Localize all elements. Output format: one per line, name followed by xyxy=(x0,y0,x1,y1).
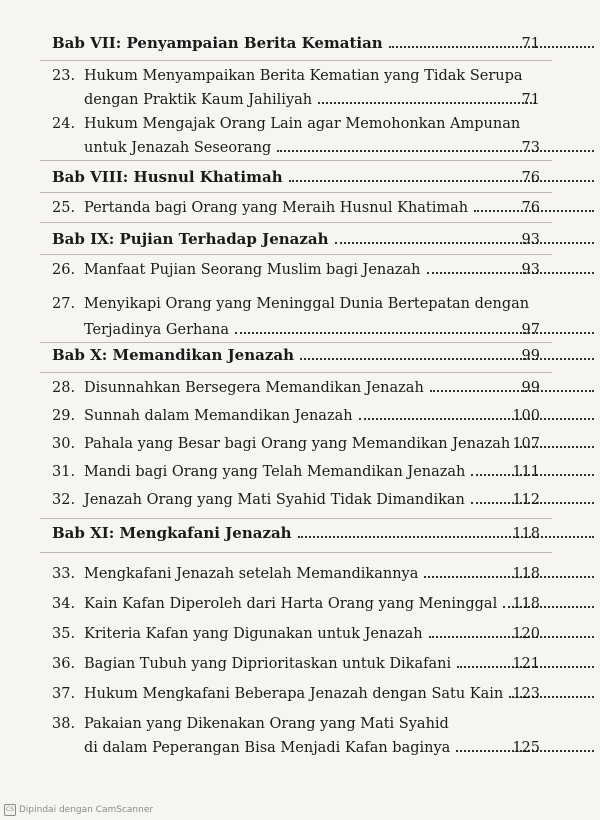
item-title-line: Sunnah dalam Memandikan Jenazah xyxy=(84,408,353,424)
page-number: 71 xyxy=(521,36,540,52)
page-number: 76 xyxy=(521,170,540,186)
item-number: 33. xyxy=(52,566,76,582)
item-title-line: Mandi bagi Orang yang Telah Memandikan Jenazah xyxy=(84,464,466,480)
page-number: 125 xyxy=(512,740,540,756)
item-title-line: Kriteria Kafan yang Digunakan untuk Jenazah xyxy=(84,626,423,642)
divider xyxy=(40,552,552,553)
item-number: 34. xyxy=(52,596,76,612)
page-number: 99 xyxy=(521,348,540,364)
leader-dots xyxy=(300,358,594,360)
item-number: 28. xyxy=(52,380,76,396)
page-number: 118 xyxy=(512,596,540,612)
item-number: 25. xyxy=(52,200,76,216)
page-number: 76 xyxy=(521,200,540,216)
page-number: 107 xyxy=(512,436,540,452)
item-title-line: Jenazah Orang yang Mati Syahid Tidak Dimandikan xyxy=(84,492,465,508)
leader-dots xyxy=(235,332,594,334)
item-number: 38. xyxy=(52,716,76,732)
chapter-title: Bab X: Memandikan Jenazah xyxy=(52,346,294,364)
item-title-line: Pahala yang Besar bagi Orang yang Memandikan Jenazah xyxy=(84,436,511,452)
camscanner-icon: CS xyxy=(4,804,16,816)
page-number: 121 xyxy=(512,656,540,672)
item-number: 32. xyxy=(52,492,76,508)
chapter-title: Bab VII: Penyampaian Berita Kematian xyxy=(52,34,383,52)
page-number: 97 xyxy=(521,322,540,338)
scanner-watermark xyxy=(4,804,153,816)
leader-dots xyxy=(389,46,594,48)
page-number: 71 xyxy=(521,92,540,108)
item-number: 27. xyxy=(52,296,76,312)
page-number: 123 xyxy=(512,686,540,702)
item-number: 36. xyxy=(52,656,76,672)
leader-dots xyxy=(277,150,594,152)
item-title-line: Terjadinya Gerhana xyxy=(84,322,229,338)
page-number: 120 xyxy=(512,626,540,642)
item-title-line: Kain Kafan Diperoleh dari Harta Orang yang Meninggal xyxy=(84,596,498,612)
item-title-line: Menyikapi Orang yang Meninggal Dunia Bertepatan dengan xyxy=(84,296,530,312)
page-number: 118 xyxy=(512,526,540,542)
page-number: 112 xyxy=(512,492,540,508)
page-number: 93 xyxy=(521,262,540,278)
item-title-line: Manfaat Pujian Seorang Muslim bagi Jenazah xyxy=(84,262,421,278)
item-title-line: untuk Jenazah Seseorang xyxy=(84,140,272,156)
scanner-watermark-text: Dipindai dengan CamScanner xyxy=(19,805,154,815)
leader-dots xyxy=(335,242,594,244)
item-title-line: Mengkafani Jenazah setelah Memandikannya xyxy=(84,566,419,582)
leader-dots xyxy=(289,180,594,182)
chapter-title: Bab VIII: Husnul Khatimah xyxy=(52,168,283,186)
item-title-line: Disunnahkan Bersegera Memandikan Jenazah xyxy=(84,380,424,396)
item-number: 29. xyxy=(52,408,76,424)
item-title-line: Pakaian yang Dikenakan Orang yang Mati Syahid xyxy=(84,716,449,732)
item-title-line: Bagian Tubuh yang Diprioritaskan untuk Dikafani xyxy=(84,656,452,672)
page-number: 99 xyxy=(521,380,540,396)
chapter-title: Bab XI: Mengkafani Jenazah xyxy=(52,524,292,542)
chapter-title: Bab IX: Pujian Terhadap Jenazah xyxy=(52,230,329,248)
page-number: 100 xyxy=(512,408,540,424)
page-number: 93 xyxy=(521,232,540,248)
item-title-line: Pertanda bagi Orang yang Meraih Husnul Khatimah xyxy=(84,200,469,216)
page-number: 73 xyxy=(521,140,540,156)
leader-dots xyxy=(298,536,594,538)
item-number: 31. xyxy=(52,464,76,480)
page-number: 111 xyxy=(512,464,540,480)
page-number: 118 xyxy=(512,566,540,582)
leader-dots xyxy=(359,418,594,420)
item-title-line: Hukum Mengajak Orang Lain agar Memohonkan Ampunan xyxy=(84,116,521,132)
item-number: 23. xyxy=(52,68,76,84)
item-number: 30. xyxy=(52,436,76,452)
item-title-line: dengan Praktik Kaum Jahiliyah xyxy=(84,92,313,108)
item-number: 24. xyxy=(52,116,76,132)
item-number: 26. xyxy=(52,262,76,278)
item-number: 35. xyxy=(52,626,76,642)
item-title-line: Hukum Menyampaikan Berita Kematian yang Tidak Serupa xyxy=(84,68,523,84)
item-number: 37. xyxy=(52,686,76,702)
item-title-line: di dalam Peperangan Bisa Menjadi Kafan baginya xyxy=(84,740,451,756)
item-title-line: Hukum Mengkafani Beberapa Jenazah dengan Satu Kain xyxy=(84,686,504,702)
